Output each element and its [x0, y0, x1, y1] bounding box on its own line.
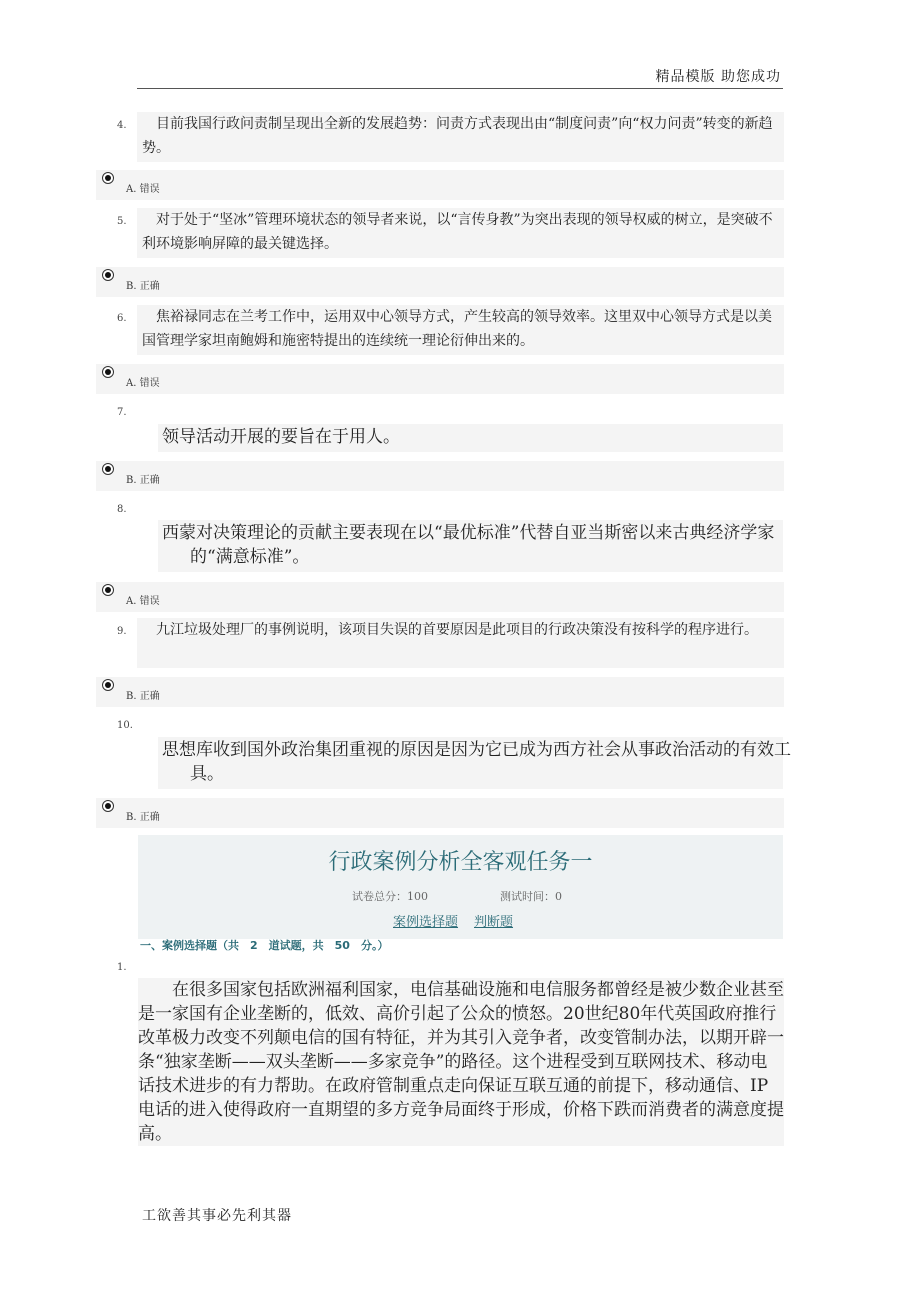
answer-row[interactable] [96, 364, 784, 394]
answer-row[interactable] [96, 461, 784, 491]
question-number: 9. [117, 626, 127, 637]
question-text: 目前我国行政问责制呈现出全新的发展趋势：问责方式表现出由“制度问责”向“权力问责”转变的新趋势。 [142, 116, 773, 156]
question-text: 九江垃圾处理厂的事例说明，该项目失误的首要原因是此项目的行政决策没有按科学的程序进行。 [156, 622, 758, 638]
radio-selected-icon[interactable] [102, 269, 114, 281]
answer-row[interactable] [96, 677, 784, 707]
tab-true-false[interactable]: 判断题 [474, 915, 514, 930]
answer-label: A. 错误 [126, 596, 160, 607]
case-text-block [138, 978, 784, 1146]
question-number: 6. [117, 313, 127, 324]
question-text: 思想库收到国外政治集团重视的原因是因为它已成为西方社会从事政治活动的有效工具。 [162, 740, 791, 784]
question-text: 西蒙对决策理论的贡献主要表现在以“最优标准”代替自亚当斯密以来古典经济学家的“满意标准”。 [162, 523, 775, 567]
footer-slogan: 工欲善其事必先利其器 [142, 1208, 292, 1224]
radio-selected-icon[interactable] [102, 172, 114, 184]
answer-row[interactable] [96, 170, 784, 200]
radio-selected-icon[interactable] [102, 584, 114, 596]
case-text: 在很多国家包括欧洲福利国家，电信基础设施和电信服务都曾经是被少数企业甚至是一家国有企业垄断的，低效、高价引起了公众的愤怒。20世纪80年代英国政府推行改革极力改变不列颠电信的国有特征，并为其引入竞争者，改变管制办法，以期开辟一条“独家垄断——双头垄断——多家竞争”的路径。这个进程受到互联网技术、移动电话技术进步的有力帮助。在政府管制重点走向保证互联互通的前提下，移动通信、IP电话的进入使得政府一直期望的多方竞争局面终于形成，价格下跌而消费者的满意度提高。 [138, 980, 784, 1144]
question-text: 对于处于“坚冰”管理环境状态的领导者来说，以“言传身教”为突出表现的领导权威的树立，是突破不利环境影响屏障的最关键选择。 [142, 212, 773, 252]
radio-selected-icon[interactable] [102, 800, 114, 812]
question-text: 焦裕禄同志在兰考工作中，运用双中心领导方式，产生较高的领导效率。这里双中心领导方式是以美国管理学家坦南鲍姆和施密特提出的连续统一理论衍伸出来的。 [142, 309, 772, 349]
question-text: 领导活动开展的要旨在于用人。 [162, 427, 400, 447]
header-slogan: 精品模版 助您成功 [655, 69, 781, 85]
question-number: 8. [117, 504, 127, 515]
answer-label: A. 错误 [126, 378, 160, 389]
question-number: 5. [117, 216, 127, 227]
question-number: 4. [117, 120, 127, 131]
answer-row[interactable] [96, 267, 784, 297]
total-score: 试卷总分：100 [352, 890, 428, 903]
radio-selected-icon[interactable] [102, 679, 114, 691]
answer-row[interactable] [96, 582, 784, 612]
test-time: 测试时间：0 [500, 890, 562, 903]
answer-label: B. 正确 [126, 812, 160, 823]
section-heading: 一、案例选择题（共 2 道试题，共 50 分。） [140, 939, 389, 952]
answer-label: B. 正确 [126, 281, 160, 292]
answer-label: A. 错误 [126, 184, 160, 195]
exam-title: 行政案例分析全客观任务一 [328, 850, 593, 875]
answer-row[interactable] [96, 798, 784, 828]
question-number: 7. [117, 407, 127, 418]
question-number: 10. [117, 720, 133, 731]
exam-panel [138, 835, 783, 939]
answer-label: B. 正确 [126, 691, 160, 702]
answer-label: B. 正确 [126, 475, 160, 486]
case-number: 1. [117, 962, 127, 973]
radio-selected-icon[interactable] [102, 463, 114, 475]
radio-selected-icon[interactable] [102, 366, 114, 378]
page-header [137, 64, 783, 89]
tab-case-choice[interactable]: 案例选择题 [393, 915, 459, 930]
